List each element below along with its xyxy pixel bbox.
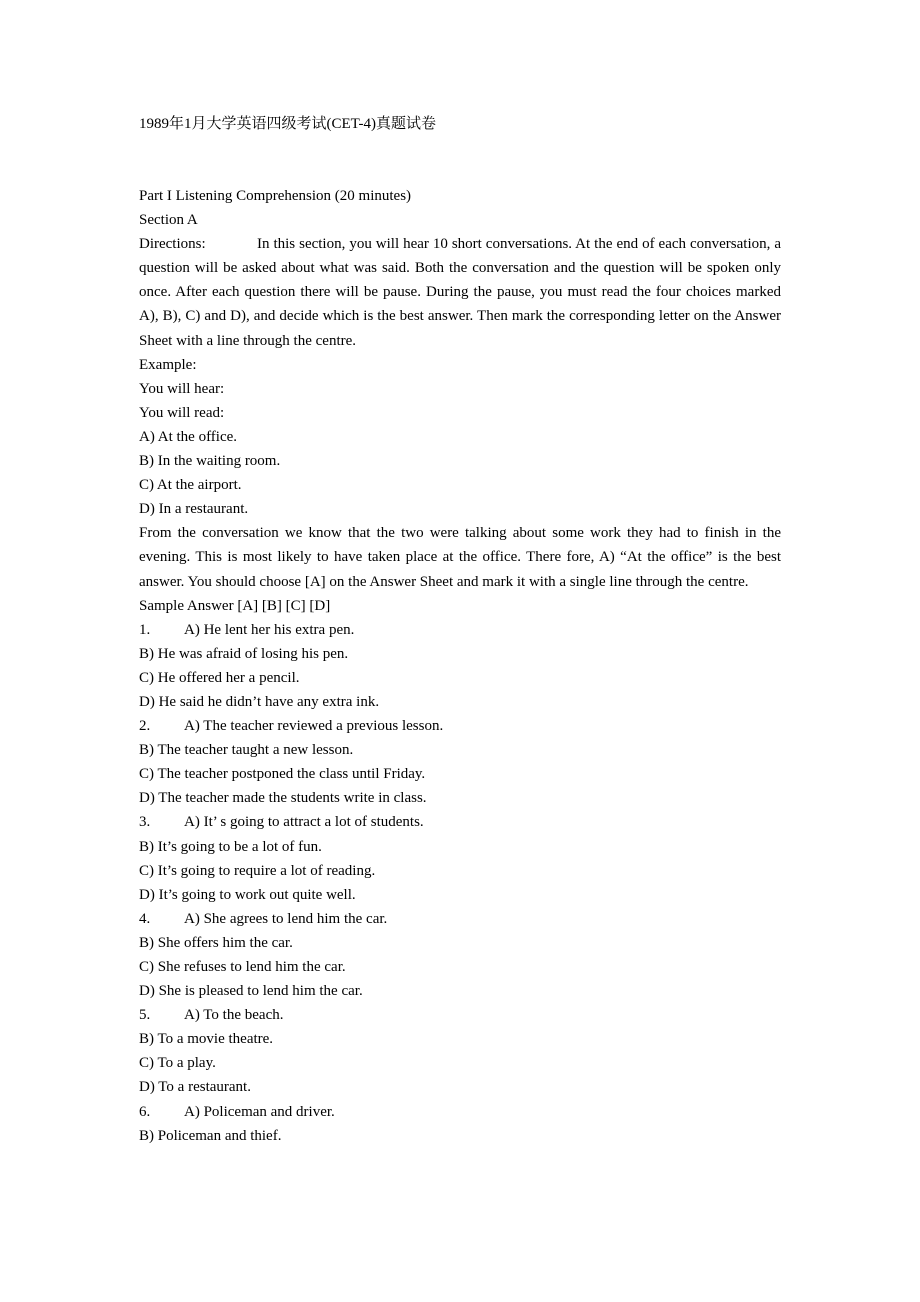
example-explanation: From the conversation we know that the two were talking about some work they had to finish in the evening. This is most likely to have taken place at the office. There fore, A) “At the office” is the best answer. You should choose [A] on the Answer Sheet and mark it with a single line through the centre. xyxy=(139,525,781,590)
directions-label: Directions: xyxy=(139,236,206,253)
question-option: B) To a movie theatre. xyxy=(139,1031,274,1048)
example-option: A) At the office. xyxy=(139,428,238,445)
document-title: 1989年1月大学英语四级考试(CET-4)真题试卷 xyxy=(139,116,436,132)
example-option: B) In the waiting room. xyxy=(139,453,281,470)
question-option: C) The teacher postponed the class until Friday. xyxy=(139,766,426,783)
question-option: D) He said he didn’t have any extra ink. xyxy=(139,693,380,710)
question-option: D) To a restaurant. xyxy=(139,1079,251,1096)
question-option: D) It’s going to work out quite well. xyxy=(139,886,356,903)
question-option: B) He was afraid of losing his pen. xyxy=(139,645,349,662)
example-option: D) In a restaurant. xyxy=(139,501,249,518)
question-first-line xyxy=(139,618,781,642)
question-first-line xyxy=(139,1003,781,1027)
question-option: B) The teacher taught a new lesson. xyxy=(139,742,354,759)
question-option: A) Policeman and driver. xyxy=(184,1103,335,1120)
directions-text: In this section, you will hear 10 short conversations. At the end of each conversation, a question will be asked about what was said. Both the conversation and the question will be spoken only once. After each question there will be pause. During the pause, you must read the four choices marked A), B), C) and D), and decide which is the best answer. Then mark the corresponding letter on the Answer Sheet with a line through the centre. xyxy=(139,236,781,349)
example-label: Example: xyxy=(139,356,197,373)
question-option: B) It’s going to be a lot of fun. xyxy=(139,838,322,855)
question-option: A) It’ s going to attract a lot of students. xyxy=(184,814,424,831)
question-number: 3. xyxy=(139,814,151,831)
part-heading: Part I Listening Comprehension (20 minutes) xyxy=(139,188,412,204)
question-option: A) He lent her his extra pen. xyxy=(184,621,355,638)
sample-answer: Sample Answer [A] [B] [C] [D] xyxy=(139,597,331,614)
directions-paragraph xyxy=(139,232,781,352)
question-option: A) To the beach. xyxy=(184,1007,284,1024)
example-read: You will read: xyxy=(139,404,225,421)
question-first-line xyxy=(139,714,781,738)
question-option: C) He offered her a pencil. xyxy=(139,669,300,686)
question-number: 4. xyxy=(139,910,151,927)
question-option: C) To a play. xyxy=(139,1055,216,1072)
question-option: C) She refuses to lend him the car. xyxy=(139,959,346,975)
question-option: C) It’s going to require a lot of reading. xyxy=(139,862,376,879)
question-option: B) She offers him the car. xyxy=(139,934,293,951)
question-first-line xyxy=(139,907,781,931)
section-heading: Section A xyxy=(139,212,198,229)
example-hear: You will hear: xyxy=(139,380,225,397)
document-body xyxy=(139,184,781,1148)
question-option: D) She is pleased to lend him the car. xyxy=(139,983,363,1000)
question-option: A) She agrees to lend him the car. xyxy=(184,910,388,927)
question-option: D) The teacher made the students write in class. xyxy=(139,790,427,807)
question-option: B) Policeman and thief. xyxy=(139,1127,282,1144)
question-option: A) The teacher reviewed a previous lesson. xyxy=(184,718,444,735)
question-number: 1. xyxy=(139,621,151,638)
question-first-line xyxy=(139,810,781,834)
question-number: 5. xyxy=(139,1007,151,1024)
example-option: C) At the airport. xyxy=(139,477,242,494)
question-first-line xyxy=(139,1100,781,1124)
question-number: 2. xyxy=(139,718,151,735)
question-number: 6. xyxy=(139,1103,151,1120)
